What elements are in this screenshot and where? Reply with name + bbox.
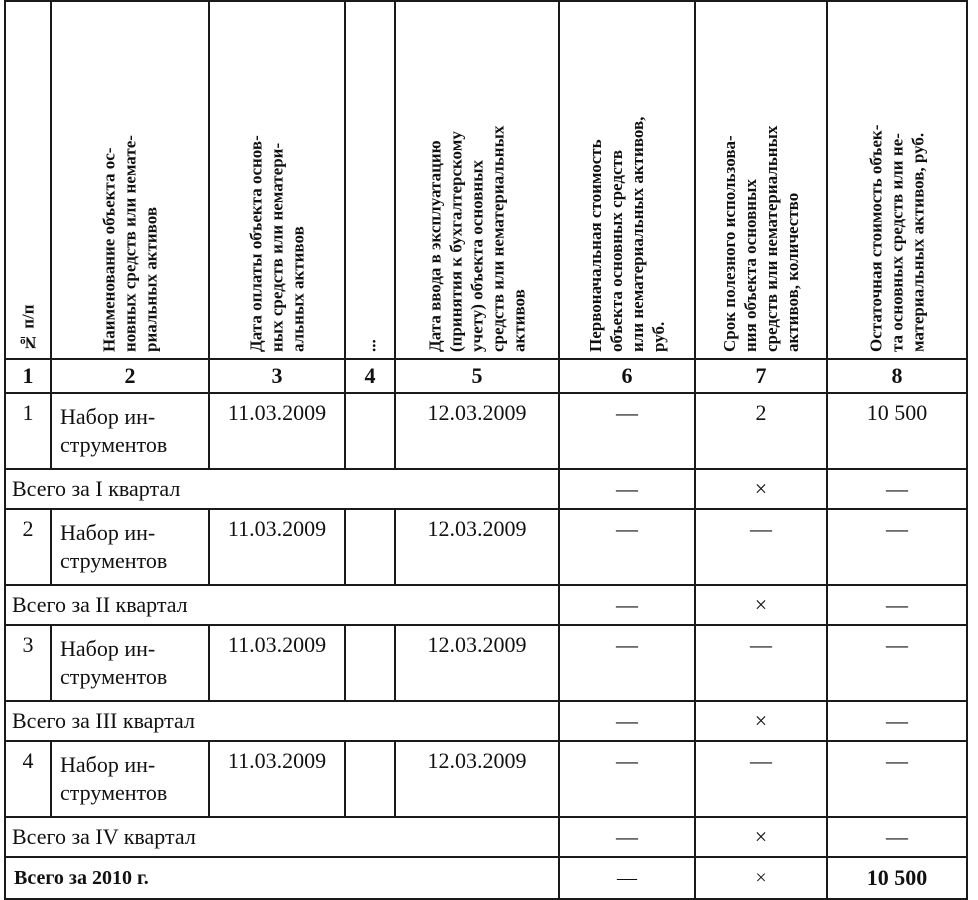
grand-total-row xyxy=(5,857,967,899)
payment-date: 11.03.2009 xyxy=(209,625,345,701)
residual-cost: — xyxy=(827,509,967,585)
initial-cost: — xyxy=(559,509,695,585)
header-name: Наименование объекта ос- новных средств или немате- риальных активов xyxy=(51,1,209,359)
ellipsis-cell xyxy=(345,393,395,469)
commission-date: 12.03.2009 xyxy=(395,393,559,469)
quarter-total-residual: — xyxy=(827,469,967,509)
header-residual-cost: Остаточная стоимость объек- та основных средств или не- материальных активов, руб. xyxy=(827,1,967,359)
table-row xyxy=(5,625,967,701)
quarter-total-useful-life: × xyxy=(695,701,827,741)
row-number: 3 xyxy=(5,625,51,701)
commission-date: 12.03.2009 xyxy=(395,625,559,701)
grand-total-residual: 10 500 xyxy=(827,857,967,899)
useful-life: — xyxy=(695,625,827,701)
row-number: 2 xyxy=(5,509,51,585)
payment-date: 11.03.2009 xyxy=(209,509,345,585)
quarter-total-label: Всего за III квартал xyxy=(5,701,559,741)
quarter-total-initial-cost: — xyxy=(559,817,695,857)
quarter-total-initial-cost: — xyxy=(559,701,695,741)
residual-cost: 10 500 xyxy=(827,393,967,469)
row-number: 4 xyxy=(5,741,51,817)
useful-life: — xyxy=(695,741,827,817)
quarter-total-residual: — xyxy=(827,585,967,625)
commission-date: 12.03.2009 xyxy=(395,509,559,585)
table-row xyxy=(5,393,967,469)
column-number: 1 xyxy=(5,359,51,393)
column-number: 6 xyxy=(559,359,695,393)
ellipsis-cell xyxy=(345,625,395,701)
quarter-total-initial-cost: — xyxy=(559,469,695,509)
table-row xyxy=(5,509,967,585)
header-useful-life: Срок полезного использова- ния объекта основных средств или нематериальных активов, количество xyxy=(695,1,827,359)
column-number: 5 xyxy=(395,359,559,393)
quarter-total-useful-life: × xyxy=(695,469,827,509)
grand-total-initial-cost: — xyxy=(559,857,695,899)
initial-cost: — xyxy=(559,393,695,469)
payment-date: 11.03.2009 xyxy=(209,393,345,469)
quarter-total-residual: — xyxy=(827,817,967,857)
quarter-total-label: Всего за II квартал xyxy=(5,585,559,625)
quarter-total-row xyxy=(5,701,967,741)
quarter-total-row xyxy=(5,585,967,625)
ellipsis-cell xyxy=(345,509,395,585)
column-number: 3 xyxy=(209,359,345,393)
header-commission-date: Дата ввода в эксплуатацию (принятия к бухгалтерскому учету) объекта основных средств или нематериальных активов xyxy=(395,1,559,359)
fixed-assets-table xyxy=(4,0,968,900)
quarter-total-useful-life: × xyxy=(695,817,827,857)
table-row xyxy=(5,741,967,817)
quarter-total-row xyxy=(5,469,967,509)
quarter-total-initial-cost: — xyxy=(559,585,695,625)
column-number: 8 xyxy=(827,359,967,393)
column-number: 2 xyxy=(51,359,209,393)
grand-total-label: Всего за 2010 г. xyxy=(5,857,559,899)
residual-cost: — xyxy=(827,741,967,817)
header-num: № п/п xyxy=(5,1,51,359)
header-ellipsis: ... xyxy=(345,1,395,359)
residual-cost: — xyxy=(827,625,967,701)
header-initial-cost: Первоначальная стоимость объекта основных средств или нематериальных активов, руб. xyxy=(559,1,695,359)
quarter-total-label: Всего за IV квартал xyxy=(5,817,559,857)
useful-life: — xyxy=(695,509,827,585)
asset-name: Набор ин- струментов xyxy=(51,393,209,469)
quarter-total-residual: — xyxy=(827,701,967,741)
commission-date: 12.03.2009 xyxy=(395,741,559,817)
useful-life: 2 xyxy=(695,393,827,469)
column-number: 7 xyxy=(695,359,827,393)
asset-name: Набор ин- струментов xyxy=(51,625,209,701)
ellipsis-cell xyxy=(345,741,395,817)
header-row xyxy=(5,1,967,359)
payment-date: 11.03.2009 xyxy=(209,741,345,817)
quarter-total-useful-life: × xyxy=(695,585,827,625)
column-number: 4 xyxy=(345,359,395,393)
header-payment-date: Дата оплаты объекта основ- ных средств или нематери- альных активов xyxy=(209,1,345,359)
column-number-row xyxy=(5,359,967,393)
asset-name: Набор ин- струментов xyxy=(51,741,209,817)
grand-total-useful-life: × xyxy=(695,857,827,899)
initial-cost: — xyxy=(559,741,695,817)
row-number: 1 xyxy=(5,393,51,469)
quarter-total-row xyxy=(5,817,967,857)
asset-name: Набор ин- струментов xyxy=(51,509,209,585)
quarter-total-label: Всего за I квартал xyxy=(5,469,559,509)
initial-cost: — xyxy=(559,625,695,701)
